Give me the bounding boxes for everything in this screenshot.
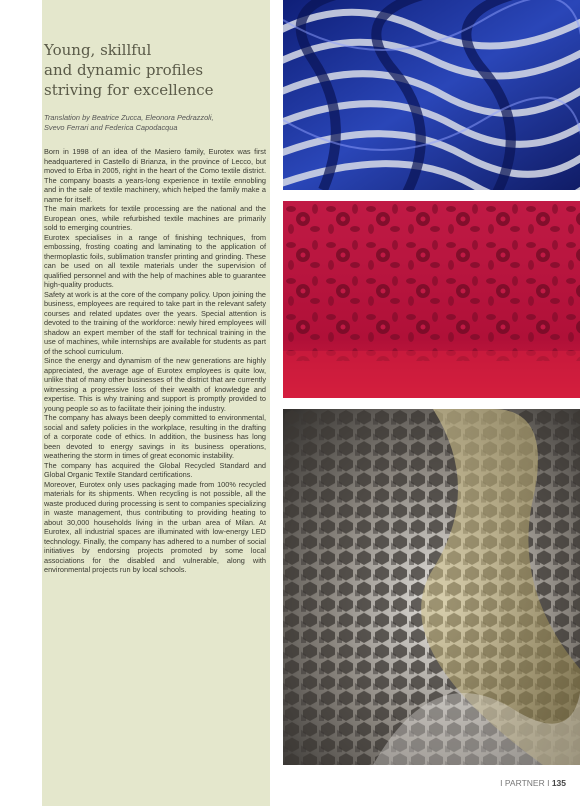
paragraph: The main markets for textile processing are the national and the European ones, while refurbished textile machines are primarily sold to emerging countries.	[44, 204, 266, 232]
article-body	[44, 147, 266, 575]
article-title	[44, 40, 264, 100]
page-footer	[500, 778, 566, 788]
page-number: 135	[551, 778, 566, 788]
translation-credits	[44, 113, 264, 133]
photo-blue-striped-fabric	[283, 0, 580, 190]
paragraph: Safety at work is at the core of the company policy. Upon joining the business, employees are required to take part in the relevant safety courses and related updates over the years. Special attention is devoted to the training of the workforce: newly hired employees will shadow an expert member of the staff for technical training in the use of machines, while internships are available for students as part of the school curriculum.	[44, 289, 266, 356]
credits-line-1: Translation by Beatrice Zucca, Eleonora Pedrazzoli,	[44, 113, 214, 122]
paragraph: Since the energy and dynamism of the new generations are highly appreciated, the average age of Eurotex employees is quite low, unlike that of many other businesses of the district that are currently witnessing a progressive loss of their wealth of knowledge and expertise. This is why training and support is promptly provided to young people so as to facilitate their joining the industry.	[44, 356, 266, 413]
photo-red-damask-fabric	[283, 201, 580, 398]
title-line-3: striving for excellence	[44, 81, 214, 99]
title-line-2: and dynamic profiles	[44, 61, 204, 79]
footer-section: I PARTNER I	[500, 778, 550, 788]
paragraph: Moreover, Eurotex only uses packaging made from 100% recycled materials for its shipments. When recycling is not possible, all the waste produced during processing is sent to companies specializing in waste management, thus contributing to providing heating to about 30,000 households living in the urban area of Milan. At Eurotex, all industrial spaces are illuminated with low-energy LED technology. Finally, the company has adhered to a number of social initiatives by endorsing projects promoted by some local associations for the disabled and vulnerable, along with environmental projects run by local schools.	[44, 479, 266, 574]
photo-metallic-honeycomb-fabric	[283, 409, 580, 765]
paragraph: Eurotex specialises in a range of finishing techniques, from embossing, frosting coating and laminating to the application of thermoplastic foils, sublimation transfer printing and grinding. These can be used on all textile materials under the supervision of qualified personnel and with the help of machines able to guarantee high-quality products.	[44, 232, 266, 289]
credits-line-2: Svevo Ferrari and Federica Capodacqua	[44, 123, 178, 132]
paragraph: Born in 1998 of an idea of the Masiero family, Eurotex was first headquartered in Castello di Brianza, in the province of Lecco, but moved to Erba in 2005, right in the heart of the Como textile district. The company boasts a years-long experience in textile ennobling and in the sale of textile machinery, which helped the family make a name for itself.	[44, 147, 266, 204]
paragraph: The company has acquired the Global Recycled Standard and Global Organic Textile Standard certifications.	[44, 460, 266, 479]
paragraph: The company has always been deeply committed to environmental, social and safety policies in the workplace, resulting in the drafting of a corporate code of ethics. In addition, the business has long been devoted to energy savings in its business operations, weathering the storm in times of great economic instability.	[44, 413, 266, 460]
title-line-1: Young, skillful	[44, 41, 152, 59]
